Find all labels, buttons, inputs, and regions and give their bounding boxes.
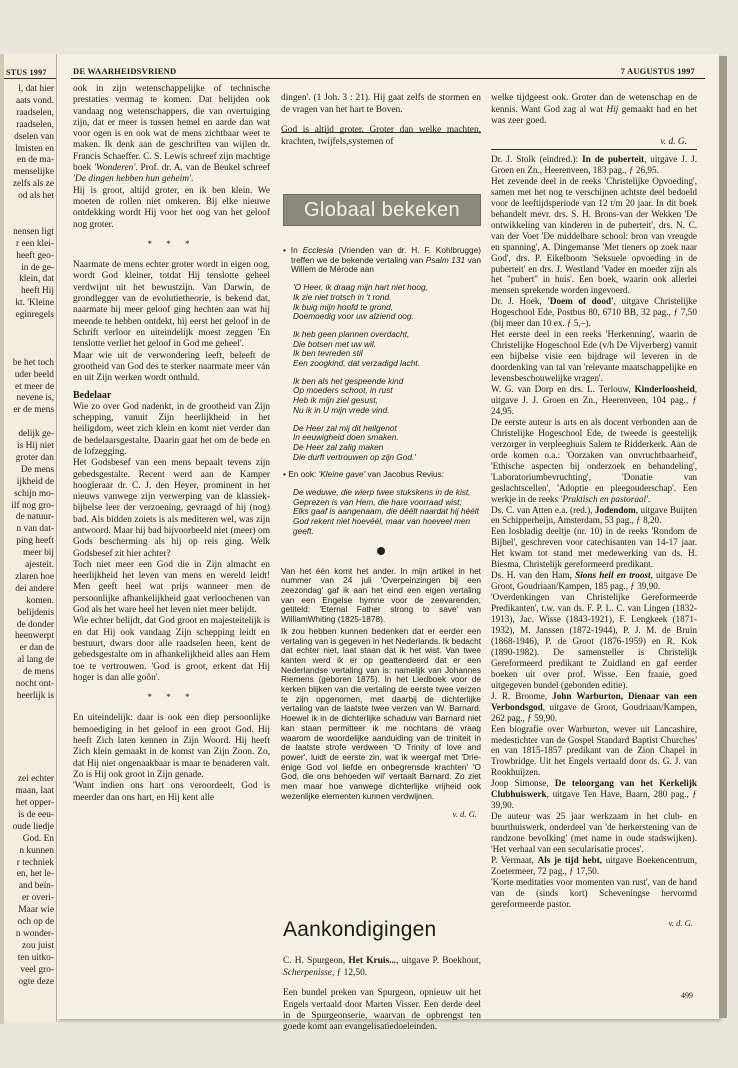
paragraph: Maar wie uit de verwondering leeft, beleeft de grootheid van God des te sterker naarmate meer ván en uit Zijn werken wordt onthuld. xyxy=(73,350,270,384)
announcement-entry: Dr. J. Stolk (eindred.): In de puberteit, uitgave J. J. Groen en Zn., Heerenveen, 183 pag., ƒ 26,95. xyxy=(491,154,697,175)
left-text-fragment: menselijke xyxy=(13,167,54,178)
left-text-fragment: r een klei- xyxy=(16,238,54,249)
bullet-item: • In Ecclesia (Vrienden van dr. H. F. Kohlbrugge) treffen we de bekende vertaling van Psalm 131 van Willem de Mérode aan xyxy=(283,245,482,275)
globaal-bekeken-banner xyxy=(283,194,481,226)
left-text-fragment: heeft Hij xyxy=(20,286,54,297)
paragraph: God is altijd groter. Groter dan welke machten, krachten, twijfels,systemen of xyxy=(281,125,481,147)
left-text-fragment: lmisten en xyxy=(15,143,54,154)
header-rule xyxy=(71,78,705,79)
left-text-fragment: de natuur- xyxy=(15,512,54,523)
left-text-fragment: De mens xyxy=(20,464,54,475)
left-text-fragment: zelfs als ze xyxy=(12,179,54,190)
announcement-entry: C. H. Spurgeon, Het Kruis..., uitgave P. Boekhout, Scherpenisse, ƒ 12,50. xyxy=(283,956,482,978)
book-right-edge xyxy=(719,56,727,1018)
page-number: 499 xyxy=(681,991,693,1000)
left-text-fragment: is Hij niet xyxy=(17,441,54,451)
paragraph: En uiteindelijk: daar is ook een diep persoonlijke bemoediging in het geloof in een groot God. Hij heeft Zich laten kennen in Zijn Woord. Hij heeft Zich klein gemaakt in de komst van Zijn Zoon. Zo, dat Hij niet ongenaakbaar is maar te benaderen valt. Zo is Hij ook groot in Zijn genade. xyxy=(73,713,270,780)
left-text-fragment: ajesteit. xyxy=(25,560,54,570)
left-text-fragment: raadselen, xyxy=(16,107,54,118)
left-text-fragment: dei andere xyxy=(15,583,54,594)
banner-title: Globaal bekeken xyxy=(303,198,461,221)
left-text-fragment: de donder xyxy=(16,619,54,630)
announcement-description: Een losbladig deeltje (nr. 10) in de reeks 'Rondom de Bijbel', geschreven voor catechisanten van 14-17 jaar. Het kwam tot stand met medewerking van ds. H. Biesma, Christelijk gereformeerd predikant. xyxy=(491,526,697,570)
left-text-fragment: schijn mo- xyxy=(14,488,54,499)
left-text-fragment: er de mens xyxy=(13,405,54,416)
left-text-fragment: uder beeld xyxy=(14,369,54,380)
section-divider: * * * xyxy=(147,238,196,249)
left-text-fragment: n wonder- xyxy=(15,928,54,939)
left-text-fragment: er dan de xyxy=(19,643,54,654)
left-text-fragment: belijdenis xyxy=(17,607,54,618)
paragraph: welke tijdgeest ook. Groter dan de wetenschap en de kennis. Want God zag al wat Hij gemaakt had en het was zeer goed. xyxy=(491,93,697,126)
left-text-fragment: God. En xyxy=(22,833,54,844)
left-text-fragment: zou juist xyxy=(21,940,54,951)
main-page xyxy=(57,54,719,1033)
left-text-fragment: heerlijk is xyxy=(16,690,54,701)
left-text-fragment: be het toch xyxy=(12,357,54,368)
left-text-fragment: delijk ge- xyxy=(18,429,54,440)
left-text-fragment: od als het xyxy=(18,191,54,202)
left-text-fragment: het opper- xyxy=(15,798,54,808)
paragraph: Toch niet meer een God die in Zijn almacht en heerlijkheid het leven van mens en wereld leidt! Men geeft heel wat prijs wanneer men de persoonlijke afhankelijkheid gaat verloochenen van God als het ware heel het leven niet meer belijdt. xyxy=(73,559,270,616)
left-text-fragment: en de ma- xyxy=(17,155,54,166)
announcement-entry: Joop Simonse, De teloorgang van het Kerkelijk Clubhuiswerk, uitgave Ten Have, Baarn, 280 pag., ƒ 39,90. xyxy=(491,778,697,811)
left-text-fragment: er overi- xyxy=(21,893,54,904)
left-text-fragment: aats vond. xyxy=(15,95,54,106)
section-rule xyxy=(491,149,697,150)
poem-stanza: De weduwe, die wierp twee stukskens in de kist, Geprezen is van Hem, die hare voorraad wist; Elks gaaf is aangenaam, die déélt naardat hij héélt God rekent niet hoevéél, maar van hoeveel men geeft. xyxy=(293,487,479,536)
left-text-fragment: heenwerpt xyxy=(14,631,54,642)
poem-stanza: Ik heb geen plannen overdacht, Die botsen met uw wil. Ik ben tevreden stil Een zoogkind, dat verzadigd lacht. xyxy=(293,328,420,369)
left-header-rule xyxy=(4,78,56,79)
bullet-item: • En ook: 'Kleine gave' van Jacobus Revius: xyxy=(283,469,445,480)
author-signature: v. d. G. xyxy=(660,136,687,147)
announcement-description: Het zevende deel in de reeks 'Christelijke Opvoeding', samen met het nog te verschijnen achtste deel bedoeld voor de leeftijdsperiode van 12 t/m 20 jaar. In dit boek behandelt mevr. drs. S. H. Brons-van der Wekken 'De ontwikkeling van kinderen in de puberteit', drs. N. C. van der Voet 'De middelbare school: bron van vreugde en spanning', A. Dingemanse 'Met tieners op zoek naar God', drs. P. Eikelboom 'Seksuele opvoeding in de puberteit' en drs. J. Westland 'Vader en moeder zijn als het "pubert" in huis'. Een boek, waarin ook allerlei mensen sprekende worden ingevoerd. xyxy=(491,175,697,296)
announcement-entry: Ds. H. van den Ham, Sions heil en troost, uitgave De Groot, Goudriaan/Kampen, 185 pag., ƒ 39,90. xyxy=(491,570,697,592)
left-text-fragment: klein, dat xyxy=(19,274,54,285)
announcement-entry: P. Vermaat, Als je tijd hebt, uitgave Boekencentrum, Zoetermeer, 72 pag., ƒ 17,50. xyxy=(491,855,698,876)
announcement-description: De eerste auteur is arts en als docent verbonden aan de Christelijke Hogeschool Ede, de tweede is geestelijk verzorger in verpleeghuis Salem te Ridderkerk. Aan de orde komen o.a.: 'Oorzaken van onvruchtbaarheid', 'Ethische aspecten bij onderzoek en behandeling', 'Laboratoriumbevruchting', 'Donatie van geslachtscellen', 'Adoptie en pleegouderschap'. Een werkje in de reeks 'Praktisch en pastoraal'. xyxy=(491,416,697,504)
left-text-fragment: l, dat hier xyxy=(18,84,54,94)
announcement-description: 'Overdenkingen van Christelijke Gereformeerde Predikanten', t.w. van ds. F. P. L. C. van Lingen (1832-1913), Jac. Wisse (1843-1921), F. Lengkeek (1871-1932), M. Janssen (1872-1944), P. J. M. de Bruin (1868-1946), P. de Groot (1876-1959) en R. Kok (1890-1982). De samensteller is Christelijk Gereformeerd predikant te Zuidland en gaf eerder boeken uit over prof. Wisse. Een fraaie, goed uitgegeven bundel (gebonden editie). xyxy=(491,592,697,690)
left-text-fragment: nocht ont- xyxy=(15,679,54,689)
poem-stanza: Ik ben als het gespeende kind Op moeders schoot, in rust Heb ik mijn ziel gesust, Nu ik in U mijn vrede vind. xyxy=(293,375,404,415)
left-text-fragment: meer bij xyxy=(23,548,54,559)
paragraph: dingen'. (1 Joh. 3 : 21). Hij gaat zelfs de stormen en de vragen van het hart te Boven. xyxy=(281,93,481,115)
author-signature: v. d. G. xyxy=(668,917,693,928)
left-text-fragment: raadselen, xyxy=(16,119,54,130)
left-text-fragment: ijkheid de xyxy=(16,476,54,487)
article-column-1 xyxy=(73,84,270,804)
left-text-fragment: zlaren hoe xyxy=(15,571,54,582)
announcements-column xyxy=(491,154,697,929)
left-text-fragment: och op de xyxy=(17,917,54,927)
announcement-description: De auteur was 25 jaar werkzaam in het club- en buurthuiswerk, onderdeel van 'de herkerstening van de randzone bevolking' (met name in oude stadswijken). 'Het verhaal van een secularisatie proces'. xyxy=(491,811,697,855)
left-text-fragment: r techniek xyxy=(16,857,54,868)
left-text-fragment: veel gro- xyxy=(20,964,54,975)
left-text-fragment: kt. 'Kleine xyxy=(15,298,54,309)
left-text-fragment: Maar wie xyxy=(18,905,54,916)
announcement-description: 'Korte meditaties voor momenten van rust', van de hand van de (sinds kort) Scheveningse hervormd gereformeerde pastor. xyxy=(491,876,697,909)
section-divider: * * * xyxy=(147,692,196,703)
left-text-fragment: in de ge- xyxy=(21,262,54,273)
left-text-fragment: al lang de xyxy=(17,655,54,666)
left-text-fragment: nevene is, xyxy=(16,393,54,404)
left-text-fragment: and beïn- xyxy=(18,881,54,892)
poem-stanza: De Heer zal mij dit heilgenot In eeuwigheid doen smaken. De Heer zal zalig maken Die durft vertrouwen op zijn God.' xyxy=(293,422,416,462)
left-text-fragment: is de eeu- xyxy=(18,809,54,820)
left-running-head: STUS 1997 xyxy=(6,68,47,77)
left-page-fragment xyxy=(4,54,57,1022)
left-text-fragment: de mens xyxy=(23,667,54,678)
left-text-fragment: groter dan xyxy=(15,452,54,463)
left-text-fragment: heeft geo- xyxy=(16,250,54,261)
left-text-fragment: oude liedje xyxy=(12,821,54,832)
section-rule xyxy=(281,132,481,133)
globaal-bekeken-column xyxy=(281,230,481,821)
left-text-fragment: nensen ligt xyxy=(13,226,54,237)
paragraph: 'Want indien ons hart ons veroordeelt, God is meerder dan ons hart, en Hij kent alle xyxy=(73,781,270,803)
left-text-fragment: et meer de xyxy=(14,381,54,392)
left-text-fragment: en, het le- xyxy=(16,869,54,880)
poem-stanza: 'O Heer, ik draag mijn hart niet hoog, Ik zie niet trotsch in 't rond. Ik buig mijn hoofd te grond, Doemoedig voor uw alziend oog. xyxy=(293,282,428,322)
paragraph: Het Godsbesef van een mens bepaalt tevens zijn gebedsgestalte. Recent werd aan de Kamper hoogleraar dr. C. J. den Heyer, prominent in het nieuws vanwege zijn verwerping van de klassiek-bijbelse leer der verzoening, gevraagd of hij (nog) bad. Als bidden zoiets is als mediteren wel, was zijn antwoord. Maar hij bad bijvoorbeeld niet (meer) om Gods bescherming als hij op reis ging. Welk Godsbesef zit hier achter? xyxy=(73,458,270,559)
running-head-title: DE WAARHEIDSVRIEND xyxy=(73,66,177,76)
announcement-entry: W. G. van Dorp en drs. L. Terlouw, Kinderloosheid, uitgave J. J. Groen en Zn., Heerenveen, 104 pag., ƒ 24,95. xyxy=(491,384,697,416)
paragraph: Van het één komt het ander. In mijn artikel in het nummer van 24 juli 'Overpeinzingen bij een zeezondag' gaf ik aan het eind een eigen vertaling van een Engelse hymne voor de zeevarenden, getiteld: 'Eternal Father strong to save' van WilliamWhiting (1825-1878). xyxy=(281,565,481,625)
left-text-fragment: ogte deze xyxy=(18,976,54,987)
paragraph: ook in zijn wetenschappelijke of technische prestaties vermag te komen. Dat belijden ook vandaag nog wetenschappers, die van overtuiging zijn, dat er meer is tussen hemel en aarde dan wat voor ogen is en ook wat de mens zichtbaar weet te maken. Ik denk aan de geschriften van wijlen dr. Francis Schaeffer. C. S. Lewis schreef zijn machtige boek 'Wonderen'. Prof. dr. A. van de Beukel schreef 'De dingen hebben hun geheim'. xyxy=(73,84,270,185)
section-dot-divider xyxy=(377,547,385,555)
announcement-description: Een biografie over Warburton, wever uit Lancashire, medestichter van de Gospel Standard Baptist Churches' en van 1815-1857 predikant van de Zion Chapel in Trowbridge. Uit het Engels vertaald door ds. G. J. van Rookhuijzen. xyxy=(491,723,697,778)
announcement-entry: Ds. C. van Atten e.a. (red.), Jodendom, uitgave Buijten en Schipperheijn, Amsterdam, 53 pag., ƒ 8,20. xyxy=(491,504,698,526)
paragraph: Wie echter belijdt, dat God groot en majesteitelijk is en dat Hij ook vandaag Zijn schepping leidt en bestuurt, dwars door alle raadselen heen, kent de gebedsgestalte om in afhankelijkheid alles aan Hem toe te vertrouwen. 'God is groot, erkent dat Hij hoger is dan alle goôn'. xyxy=(73,616,270,683)
running-head-date: 7 AUGUSTUS 1997 xyxy=(620,66,695,76)
left-text-fragment: n van dat- xyxy=(16,524,54,535)
left-text-fragment: n kunnen xyxy=(19,845,54,856)
continuation-col-2 xyxy=(281,84,481,157)
announcement-description: Een bundel preken van Spurgeon, opnieuw uit het Engels vertaald door Marten Visser. Een derde deel in de Spurgeonserie, waarvan de opbrengst ten goede komt aan evangelisatiedoeleinden. xyxy=(283,988,481,1033)
announcement-entry: J. R. Broome, John Warburton, Dienaar van een Verbondsgod, uitgave de Groot, Goudriaan/Kampen, 262 pag., ƒ 59,90. xyxy=(491,690,697,723)
left-text-fragment: zei echter xyxy=(17,774,54,785)
left-text-fragment: ilf nog gro- xyxy=(11,500,54,511)
article-continuation xyxy=(281,84,697,157)
paragraph: Hij is groot, altijd groter, en ik ben klein. We moeten de rollen niet omkeren. Bij elke nieuwe ontdekking wordt Hij voor het oog van het geloof nog groter. xyxy=(73,185,270,230)
paragraph: Ik zou hebben kunnen bedenken dat er eerder een vertaling van is gegeven in het Nederlands. Ik bedacht dat echter niet, laat staan dat ik het wist. Van twee kanten werd ik er op geattendeerd dat er een Nederlandse vertaling van is: namelijk van Johannes Riemens (geboren 1875). In het Liedboek voor de kerken blijken van die vertaling de eerste twee verzen te zijn opgenomen, met daarbij de dichterlijke vertaling van de laatste twee verzen van W. Barnard. Hoewel ik in de dichterlijke schaduw van Barnard niet kan staan permitteer ik me nochtans de vraag waarom de woordelijke aanduiding van de triniteit in de laatste strofe verdween 'O Trinity of love and power', luidt de eerste zin, wat ik weergaf met 'Drie-énige God vol liefde en onbegrensde krachten' 'O God, die ons behoeden wil' vertaalt Barnard. Zo ziet men maar hoe vanwege dichterlijke vrijheid ook wezenlijke elementen kunnen verdwijnen. xyxy=(281,625,481,801)
left-text-fragment: ten uitko- xyxy=(17,952,54,963)
paragraph: Wie zo over God nadenkt, in de grootheid van Zijn schepping, vanuit Zijn heerlijkheid in het heiligdom, weet zich klein en komt niet verder dan de bedelaarsgestalte. Daarin gaat het om de bede en de lofzegging. xyxy=(73,401,270,457)
author-signature: v. d. G. xyxy=(452,809,477,820)
left-text-fragment: eginregels xyxy=(15,310,54,321)
continuation-col-3 xyxy=(491,84,697,148)
subheading-bedelaar: Bedelaar xyxy=(73,390,112,402)
aankondigingen-heading: Aankondigingen xyxy=(283,918,437,941)
paragraph: Naarmate de mens echter groter wordt in eigen oog, wordt God kleiner, totdat Hij tenslotte geheel verdwijnt uit het bewustzijn. Van Darwin, de grondlegger van de evolutietheorie, is bekend dat, naarmate hij meer geloof ging hechten aan wat hij meende te hebben ontdekt, hij eerst het geloof in de Schrift verloor en uiteindelijk moest zeggen 'En tenslotte verliet het geloof in God me geheel'. xyxy=(73,260,270,350)
aankondigingen-first-entry xyxy=(283,947,481,1043)
left-text-fragment: ping heeft xyxy=(16,536,54,547)
announcement-entry: Dr. J. Hoek, 'Doem of dood', uitgave Christelijke Hogeschool Ede, Postbus 80, 6710 BB, 32 pag., ƒ 7,50 (bij meer dan 10 ex. ƒ 5,–). xyxy=(491,296,697,329)
left-text-fragment: maan, laat xyxy=(15,786,54,797)
left-text-fragment: komen. xyxy=(26,595,54,606)
announcement-description: Het eerste deel in een reeks 'Herkenning', waarin de Christelijke Hogeschool Ede (v/h De Vijverberg) vanuit een bijbelse visie een bijdrage wil leveren in de doordenking van tal van 'relevante maatschappelijke en levensbeschouwelijke vragen'. xyxy=(491,329,697,384)
left-text-fragment: dselen van xyxy=(14,131,54,142)
